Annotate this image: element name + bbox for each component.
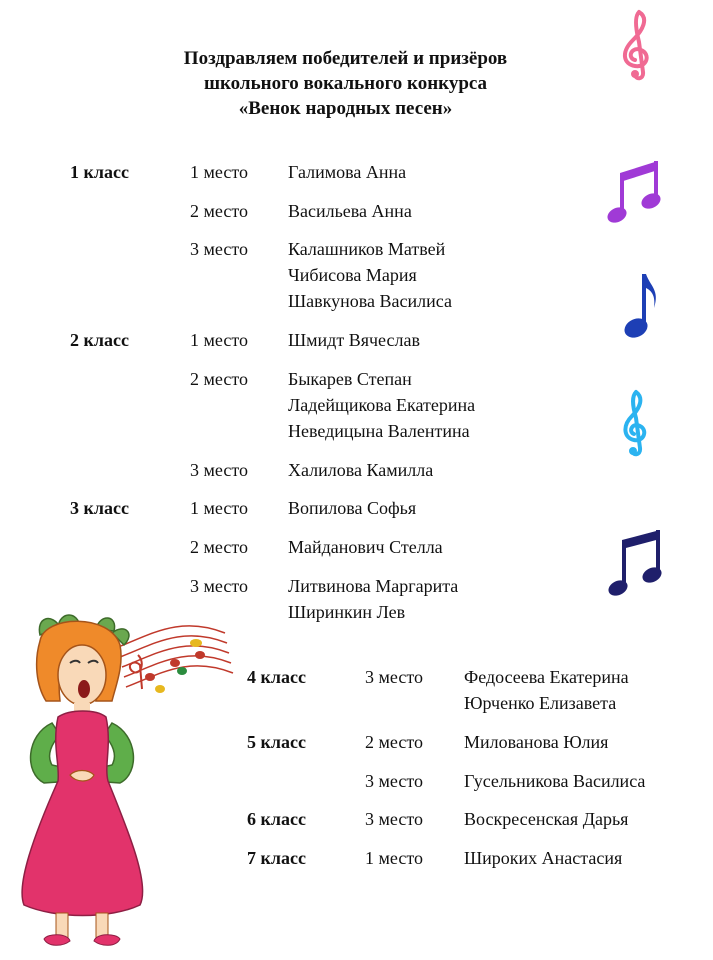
place-label: 3 место	[190, 460, 248, 480]
place-label: 3 место	[365, 771, 423, 791]
place-label: 3 место	[365, 809, 423, 829]
singing-girl-illustration	[0, 605, 240, 960]
place-label: 3 место	[365, 667, 423, 687]
winner-name: Чибисова Мария	[288, 265, 417, 285]
place-label: 1 место	[190, 330, 248, 350]
class-label-4: 4 класс	[247, 667, 306, 687]
winner-name: Ширинкин Лев	[288, 602, 406, 622]
class-label-1: 1 класс	[70, 162, 129, 182]
title-line-2: школьного вокального конкурса	[203, 73, 488, 94]
place-label: 2 место	[365, 732, 423, 752]
beamed-notes-navy-icon	[606, 526, 664, 598]
winner-name: Воскресенская Дарья	[464, 809, 629, 829]
place-label: 1 место	[365, 848, 423, 868]
page-title	[0, 46, 713, 121]
title-line-1: Поздравляем победителей и призёров	[183, 48, 508, 69]
eighth-note-blue-icon	[620, 270, 660, 344]
winner-name: Васильева Анна	[288, 201, 412, 221]
place-label: 3 место	[190, 576, 248, 596]
winner-name: Юрченко Елизавета	[464, 693, 617, 713]
class-label-5: 5 класс	[247, 732, 306, 752]
winner-name: Шавкунова Василиса	[288, 291, 452, 311]
winner-name: Галимова Анна	[288, 162, 407, 182]
winner-name: Ладейщикова Екатерина	[288, 395, 476, 415]
winner-name: Федосеева Екатерина	[464, 667, 629, 687]
winner-name: Халилова Камилла	[288, 460, 434, 480]
class-label-3: 3 класс	[70, 498, 129, 518]
place-label: 1 место	[190, 498, 248, 518]
winner-name: Калашников Матвей	[288, 239, 446, 259]
class-label-2: 2 класс	[70, 330, 129, 350]
place-label: 2 место	[190, 201, 248, 221]
winner-name: Широких Анастасия	[464, 848, 623, 868]
winner-name: Милованова Юлия	[464, 732, 609, 752]
treble-clef-cyan-icon	[618, 386, 654, 462]
winner-name: Гусельникова Василиса	[464, 771, 646, 791]
place-label: 2 место	[190, 369, 248, 389]
winner-name: Шмидт Вячеслав	[288, 330, 420, 350]
winner-name: Быкарев Степан	[288, 369, 412, 389]
winner-name: Вопилова Софья	[288, 498, 417, 518]
class-label-7: 7 класс	[247, 848, 306, 868]
treble-clef-pink-icon	[613, 6, 663, 82]
class-label-6: 6 класс	[247, 809, 306, 829]
winner-name: Неведицына Валентина	[288, 421, 470, 441]
place-label: 3 место	[190, 239, 248, 259]
winner-name: Литвинова Маргарита	[288, 576, 459, 596]
winner-name: Майданович Стелла	[288, 537, 443, 557]
place-label: 2 место	[190, 537, 248, 557]
place-label: 1 место	[190, 162, 248, 182]
title-line-3: «Венок народных песен»	[238, 98, 453, 119]
beamed-notes-purple-icon	[606, 155, 664, 227]
